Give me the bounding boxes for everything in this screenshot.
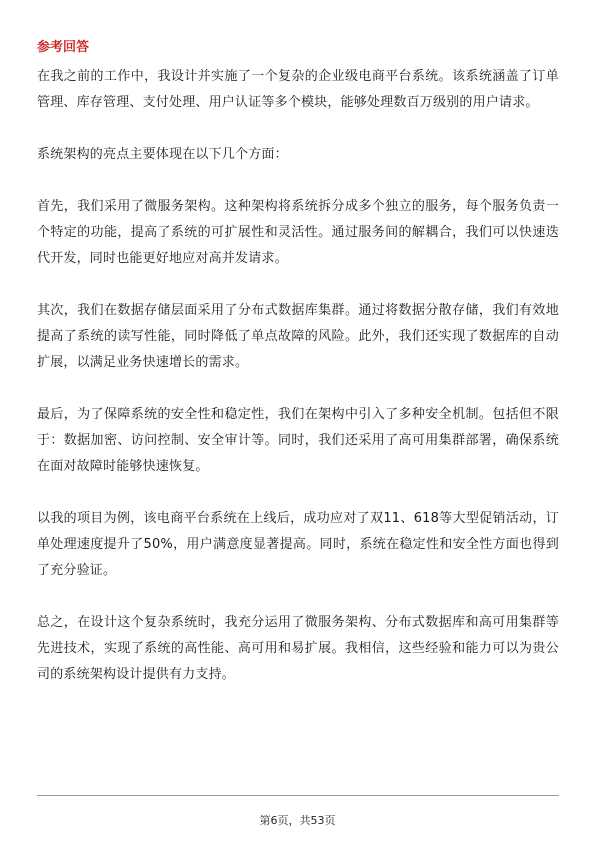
paragraph-distributed-db: 其次，我们在数据存储层面采用了分布式数据库集群。通过将数据分散存储，我们有效地提高了系统的读写性能，同时降低了单点故障的风险。此外，我们还实现了数据库的自动扩展，以满足业务快速增长的需求。: [37, 303, 559, 370]
answer-body: [37, 64, 559, 714]
page-number: 第6页，共53页: [259, 814, 336, 827]
section-heading: 参考回答: [37, 40, 90, 55]
paragraph-security: 最后，为了保障系统的安全性和稳定性，我们在架构中引入了多种安全机制。包括但不限于：数据加密、访问控制、安全审计等。同时，我们还采用了高可用集群部署，确保系统在面对故障时能够快速恢复。: [37, 407, 559, 474]
paragraph-intro: 在我之前的工作中，我设计并实施了一个复杂的企业级电商平台系统。该系统涵盖了订单管理、库存管理、支付处理、用户认证等多个模块，能够处理数百万级别的用户请求。: [37, 69, 559, 110]
paragraph-microservices: 首先，我们采用了微服务架构。这种架构将系统拆分成多个独立的服务，每个服务负责一个特定的功能，提高了系统的可扩展性和灵活性。通过服务间的解耦合，我们可以快速迭代开发，同时也能更好地应对高并发请求。: [37, 199, 559, 266]
paragraph-project-example: 以我的项目为例，该电商平台系统在上线后，成功应对了双11、618等大型促销活动，订单处理速度提升了50%，用户满意度显著提高。同时，系统在稳定性和安全性方面也得到了充分验证。: [37, 511, 559, 578]
paragraph-highlights-lead: 系统架构的亮点主要体现在以下几个方面：: [37, 147, 288, 162]
footer-divider: [37, 795, 559, 796]
paragraph-conclusion: 总之，在设计这个复杂系统时，我充分运用了微服务架构、分布式数据库和高可用集群等先进技术，实现了系统的高性能、高可用和易扩展。我相信，这些经验和能力可以为贵公司的系统架构设计提供有力支持。: [37, 615, 559, 682]
